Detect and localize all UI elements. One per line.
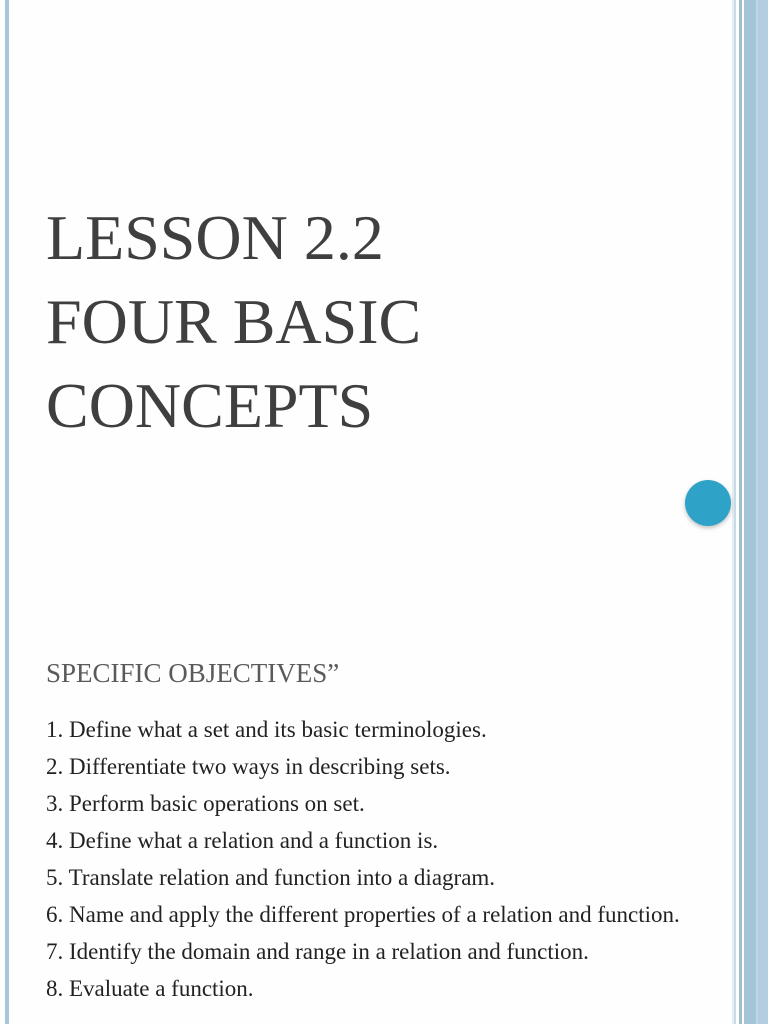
right-border-band: [734, 0, 768, 1024]
objective-item: 6. Name and apply the different properties of a relation and function.: [46, 902, 680, 927]
objectives-heading: SPECIFIC OBJECTIVES”: [46, 658, 340, 688]
objective-item: 1. Define what a set and its basic terminologies.: [46, 717, 487, 742]
objective-item: 5. Translate relation and function into a diagram.: [46, 865, 496, 890]
objective-item: 8. Evaluate a function.: [46, 976, 254, 1001]
objective-item: 3. Perform basic operations on set.: [46, 791, 365, 816]
objective-item: 7. Identify the domain and range in a relation and function.: [46, 939, 589, 964]
objective-item: 4. Define what a relation and a function is.: [46, 828, 439, 853]
title-line: CONCEPTS: [46, 370, 374, 441]
left-border-rule: [5, 0, 9, 1024]
border-stripe: [744, 0, 756, 1024]
title-line: LESSON 2.2: [46, 202, 384, 273]
title-line: FOUR BASIC: [46, 286, 422, 357]
slide-title: [46, 196, 666, 448]
border-stripe: [758, 0, 768, 1024]
objectives-list: [46, 714, 686, 1010]
objective-item: 2. Differentiate two ways in describing sets.: [46, 754, 451, 779]
decor-circle-icon: [685, 480, 731, 526]
